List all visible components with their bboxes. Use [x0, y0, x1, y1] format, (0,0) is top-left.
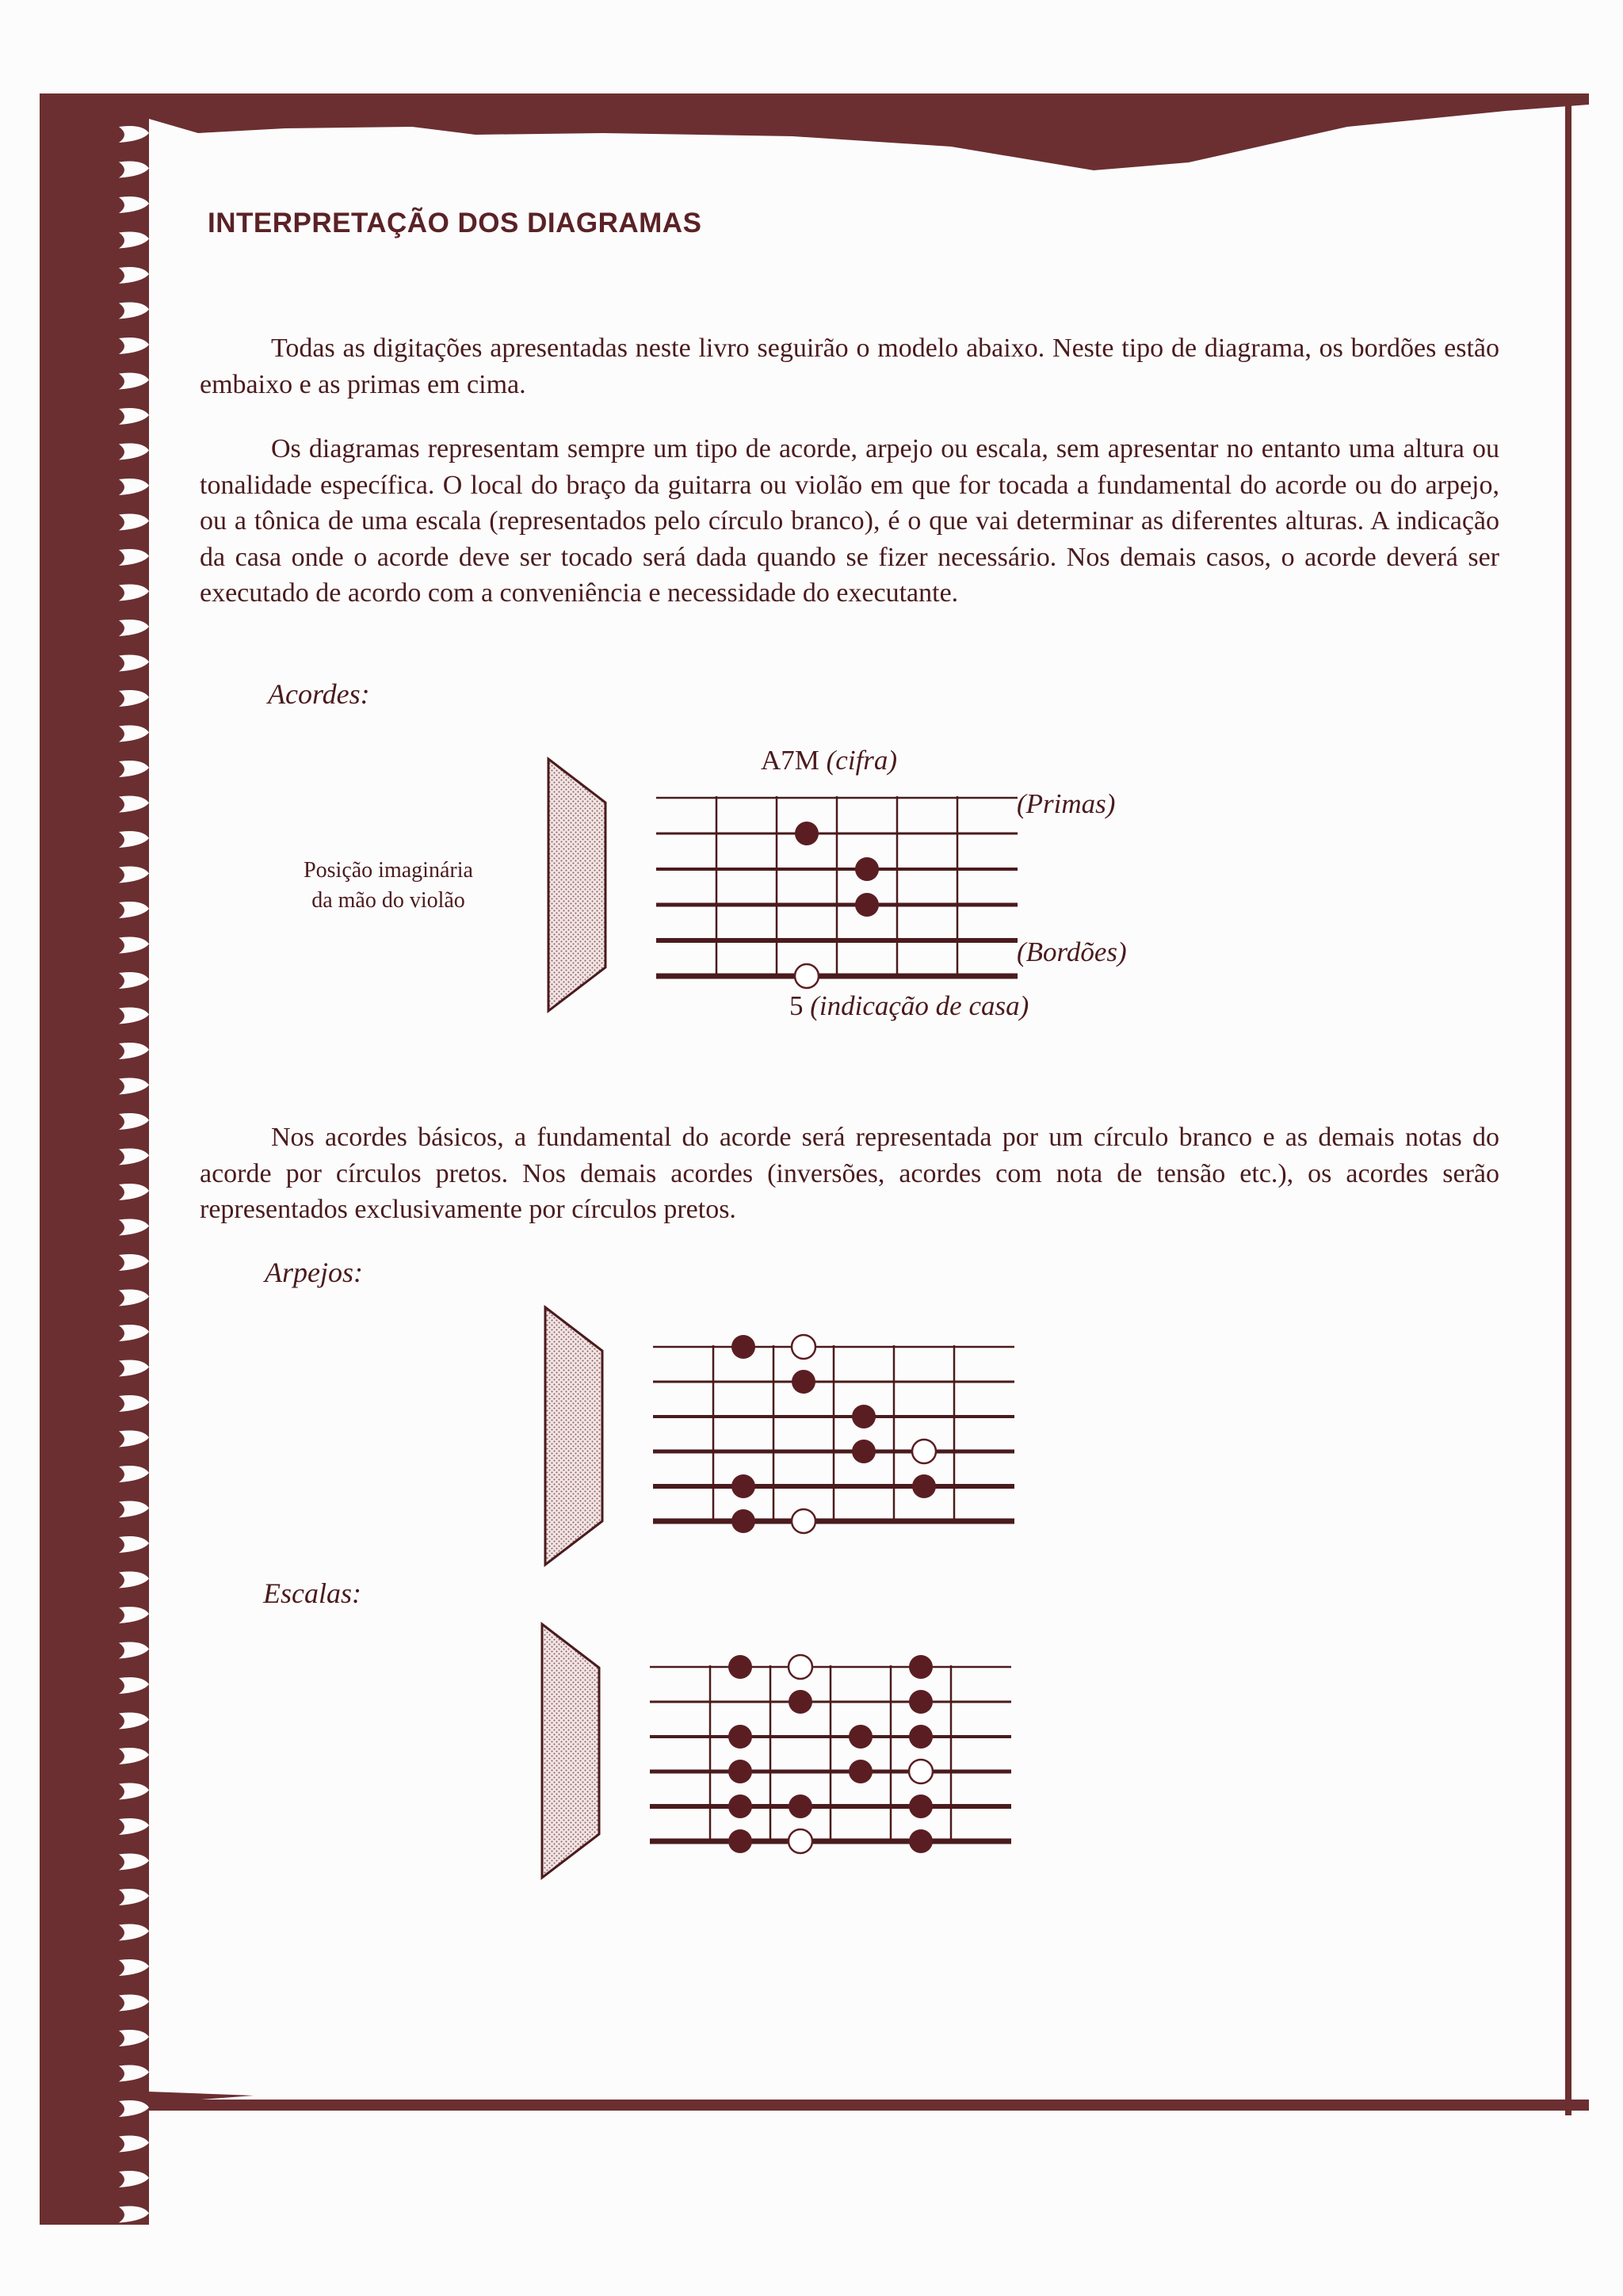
note-dot — [849, 1725, 873, 1749]
note-dot — [909, 1655, 933, 1679]
page-title: INTERPRETAÇÃO DOS DIAGRAMAS — [208, 208, 702, 238]
chord-diagram — [539, 753, 1014, 1014]
note-dot — [731, 1474, 755, 1498]
note-dot — [789, 1690, 812, 1714]
note-dot — [909, 1829, 933, 1853]
bordoes-label: (Bordões) — [1017, 936, 1127, 967]
hand-note-line1: Posição imaginária — [304, 858, 473, 883]
note-dot — [909, 1794, 933, 1818]
primas-label: (Primas) — [1017, 788, 1116, 819]
note-dot — [795, 822, 819, 845]
note-dot — [852, 1440, 876, 1463]
paragraph-diagrams: Os diagramas representam sempre um tipo de acorde, arpejo ou escala, sem apresentar no entanto uma altura ou tonalidade específica. O local do braço da guitarra ou violão em que for tocada a fundamental do acorde ou do arpejo, ou a tônica de uma escala (representados pelo círculo branco), é o que vai determinar as diferentes alturas. A indicação da casa onde o acorde deve ser tocado será dada quando se fizer necessário. Nos demais casos, o acorde deverá ser executado de acordo com a conveniência e necessidade do executante. — [200, 434, 1499, 608]
hand-position-note — [285, 856, 491, 916]
right-border — [1565, 103, 1571, 2115]
root-note-dot — [789, 1829, 812, 1853]
note-dot — [728, 1760, 752, 1783]
note-dot — [909, 1725, 933, 1749]
note-dot — [852, 1405, 876, 1428]
section-label-escalas: Escalas: — [263, 1577, 361, 1609]
fret-number-note: (indicação de casa) — [810, 990, 1029, 1021]
paragraph-basic-chords: Nos acordes básicos, a fundamental do acorde será representada por um círculo branco e as demais notas do acorde por círculos pretos. Nos demais acordes (inversões, acordes com nota de tensão etc.), os acordes serão representados exclusivamente por círculos pretos. — [200, 1123, 1499, 1224]
root-note-dot — [792, 1335, 815, 1359]
paragraph-intro: Todas as digitações apresentadas neste livro seguirão o modelo abaixo. Neste tipo de diagrama, os bordões estão embaixo e as primas em cima. — [200, 334, 1499, 399]
note-dot — [855, 893, 879, 917]
note-dot — [728, 1829, 752, 1853]
root-note-dot — [912, 1440, 936, 1463]
hand-position-shape — [548, 759, 605, 1011]
fret-number: 5 — [789, 990, 804, 1021]
note-dot — [855, 857, 879, 881]
note-dot — [731, 1509, 755, 1533]
bottom-border — [149, 2100, 1589, 2111]
section-label-acordes: Acordes: — [268, 678, 370, 710]
root-note-dot — [789, 1655, 812, 1679]
root-note-dot — [909, 1760, 933, 1783]
note-dot — [789, 1794, 812, 1818]
note-dot — [731, 1335, 755, 1359]
note-dot — [728, 1655, 752, 1679]
note-dot — [912, 1474, 936, 1498]
arpeggio-diagram — [539, 1307, 1014, 1577]
chord-name-note: (cifra) — [826, 745, 898, 776]
note-dot — [909, 1690, 933, 1714]
note-dot — [792, 1370, 815, 1394]
root-note-dot — [792, 1509, 815, 1533]
top-border — [149, 95, 1589, 170]
scale-diagram — [539, 1624, 1014, 1894]
note-dot — [728, 1725, 752, 1749]
root-note-dot — [795, 964, 819, 988]
note-dot — [849, 1760, 873, 1783]
chord-name: A7M — [761, 745, 819, 776]
hand-position-shape — [542, 1624, 599, 1878]
hand-position-shape — [545, 1307, 602, 1565]
hand-note-line2: da mão do violão — [311, 888, 465, 913]
section-label-arpejos: Arpejos: — [265, 1257, 363, 1288]
note-dot — [728, 1794, 752, 1818]
